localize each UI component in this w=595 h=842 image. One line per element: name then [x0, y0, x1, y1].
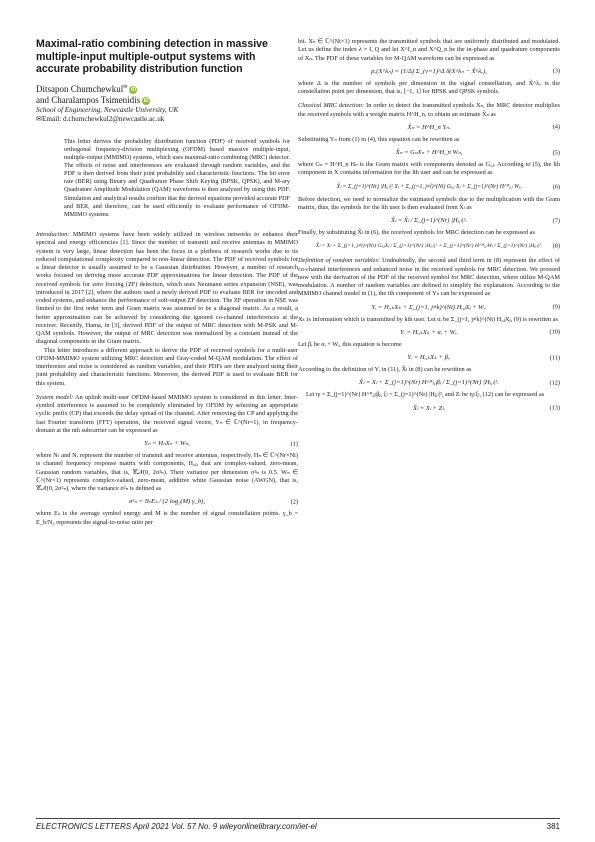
section-head-mrc: Classical MRC detection:: [298, 102, 365, 110]
authors: [36, 82, 298, 106]
mrc-paragraph: In order to detect the transmitted symbols Xₙ, the MRC detector multiplies the received symbols with a weight matrix H^H_n, to obtain an estimate X̂ₙ as: [298, 102, 560, 118]
right-paragraph-4: where Gₙ = H^H_n Hₙ is the Gram matrix with components denoted as Gᵢ,ⱼ. According to (5), the lth component in X contains information for the lth user and can be expressed as: [298, 161, 560, 177]
equation-11: Yᵢ = Hᵢ,ₖXₖ + βᵢ. (11): [407, 354, 560, 361]
equation-7: X̌ₗ = X̂ₗ / Σ_(j=1)^(Nr) |Hⱼ,ₗ|². (7): [391, 217, 560, 224]
orcid-icon[interactable]: iD: [130, 86, 136, 93]
page-number: 381: [546, 822, 560, 831]
abstract: This letter derives the probability distribution function (PDF) of received symbols for orthogonal frequency-division multiplexing (OFDM) based massive multiple-input, multiple-output (MMIMO) systems, which uses maximal-ratio combining (MRC) detector. The effects of noise and interferences are evaluated through random variables, and the PDF is then derived from their joint probability and characteristic functions. The bit error rate (BER) using Binary and Quadrature Phase Shift Keying (BPSK, QPSK), and M-ary Quadrature Amplitude Modulation (QAM) waveforms is then analyzed by using this PDF. Simulation and analytical results confirm that the derived equations provided accurate PDF and BER, and therefore, can be used efficiently to evaluate performance of OFDM-MMIMO systems.: [64, 137, 290, 218]
corresponding-mark: ✉: [123, 84, 128, 90]
right-paragraph-1: bit. Xₙ ∈ ℂ^(Nt×1) represents the transmitted symbols that are uniformly distributed and modulated. Let us define the index λ = I, Q and let X^I_n and X^Q_n be the in-phase and quadrature components of Xₙ. The PDF of these variables for M-QAM waveform can be expressed as: [298, 38, 560, 62]
right-paragraph-9: According to the definition of Yᵢ in (11), X̌ₗ in (8) can be rewritten as: [298, 366, 472, 373]
system-model-paragraph: An uplink multi-user OFDM-based MMIMO system is considered in this letter. Inter-symbol interference is assumed to be completely eliminated by OFDM by selecting an appropriate cyclic prefix (CP) that exceeds the delay spread of the channel. After removing the CP and applying the fast Fourier transform (FFT) operation, the received signal vector, Yₙ ∈ ℂ^(Nr×1), in frequency-domain at the nth subcarrier can be expressed as: [36, 393, 299, 434]
journal-info[interactable]: ELECTRONICS LETTERS April 2021 Vol. 57 No. 9 wileyonlinelibrary.com/iet-el: [36, 822, 317, 831]
equation-3: pₓ(X^λₙ) = (1/Δ) Σ_(v=1)^Δ δ(X^λₙ − X̃^λᵥ), (3): [371, 67, 560, 75]
right-paragraph-6: Finally, by substituting X̂ₗ in (6), the received symbols for MRC detection can be expressed as: [298, 229, 535, 236]
right-paragraph-5: Before detection, we need to normalize the estimated symbols due to the multiplication with the Gram matrix, thus, the symbols for the lth user is then evaluated from X̂ₗ as: [298, 195, 560, 211]
equation-13: X̌ₗ = Xₗ + Zₗ. (13): [412, 404, 560, 412]
equation-8: X̌ₗ = Xₗ + Σ_(j=1, j≠l)^(Nt) Gₗ,ⱼXⱼ / Σ_(j=1)^(Nr) |Hⱼ,ₗ|² + Σ_(j=1)^(Nr) H^*ⱼ,ₗWⱼ / Σ_(j=1)^(Nr) |Hⱼ,ₗ|². (8): [315, 242, 560, 250]
page-footer: [36, 822, 560, 831]
right-paragraph-10: Let ηₗ = Σ_(j=1)^(Nr) H^*ⱼ,ₗβⱼ, ξₗ = Σ_(j=1)^(Nr) |Hⱼ,ₗ|², and Zₗ be ηₗ/ξₗ, (12) can be expressed as: [306, 391, 545, 399]
equation-12: X̌ₗ = Xₗ + Σ_(j=1)^(Nr) H^*ⱼ,ₗβⱼ / Σ_(j=1)^(Nr) |Hⱼ,ₗ|². (12): [359, 379, 560, 387]
equation-10: Yᵢ = Hᵢ,ₖXₖ + αᵢ + Wᵢ. (10): [400, 328, 560, 336]
right-paragraph-7: Xₖ is information which is transmitted by kth user. Let αᵢ be Σ_(j=1, j≠k)^(Nt) Hᵢ,ⱼXⱼ, (9) is rewritten as: [298, 315, 558, 323]
affiliation: School of Engineering, Newcastle University, UK: [36, 105, 179, 114]
equation-9: Yᵢ = Hᵢ,ₖXₖ + Σ_(j=1, j≠k)^(Nt) Hᵢ,ⱼXⱼ + Wᵢ. (9): [371, 303, 560, 311]
equation-5: X̂ₙ = GₙXₙ + H^H_n Wₙ, (5): [395, 149, 560, 156]
random-variables-paragraph: Undoubtedly, the second and third term in (8) represent the effect of co-channel interferences and enhanced noise in the received symbols for MRC detection. We proceed now with the derivation of the PDF of the received symbol for MRC detection, where utilize M-QAM modulation. A number of random variables are defined to simplify the explanation. According to the MMIMO channel model in (1), the ith component of Yₙ can be expressed as: [298, 257, 560, 298]
section-head-introduction: Introduction:: [36, 231, 70, 239]
intro-paragraph-2: This letter introduces a different approach to derive the PDF of received symbols for a multi-user OFDM-MMIMO system utilizing MRC detection and Gray-coded M-QAM modulation. The effect of interference and noise is considered as random variables, and their PDFs are then analyzed using their joint probability and characteristic functions. Moreover, the derived PDF is used to evaluate BER for this system.: [36, 346, 298, 387]
author-1: Ditsapon Chumchewkul: [36, 83, 124, 94]
left-column: [36, 38, 298, 527]
after-eq1-paragraph: where Nₜ and Nᵣ represent the number of transmit and receive antennas, respectively. Hₙ ∈ ℂ^(Nr×Nt) is channel frequency response matrix with components, Hᵢ,ⱼ, that are complex-valued, zero-mean, Gaussian random variables, that is, 𝒞𝒩(0, 2σ²ₕ). Their variance per dimension σ²ₕ is 0.5. Wₙ ∈ ℂ^(Nr×1) represents complex-valued, zero-mean, additive white Gaussian noise (AWGN), that is, 𝒞𝒩(0, 2σ²ₙ), where the variance σ²ₙ is defined as: [36, 452, 298, 493]
equation-6: X̂ₗ = Σ_(j=1)^(Nr) |Hⱼ,ₗ|² Xₗ + Σ_(j=1, j≠l)^(Nt) Gₗ,ⱼ Xⱼ + Σ_(j=1)^(Nr) H^*ⱼ,ₗ Wⱼ. (6): [336, 183, 560, 190]
paper-title: Maximal-ratio combining detection in massive multiple-input multiple-output systems with accurate probability distribution function: [36, 38, 268, 75]
section-head-system-model: System model:: [36, 393, 74, 401]
right-paragraph-2: where Δ is the number of symbols per dimension in the signal constellation, and X̃^λᵥ is the constellation point per dimension, that is, [−1, 1] for BPSK and QPSK symbols.: [298, 79, 560, 95]
left-body: [36, 231, 298, 527]
intro-paragraph: MMIMO systems have been widely utilized in wireless networks to enhance their spectral and energy efficiencies [1]. Since the number of transmit and receive antennas in MMIMO system is very large, linear detection has been the focus in a plethora of research works due to its reduced computational complexity compared to non-linear detection. The PDF of received symbols for a linear detector is usually assumed to be a Gaussian distribution. However, a number of research works focused on deriving more accurate PDF approximations for linear detection. The PDF of the received symbols for zero forcing (ZF) detection, which uses Neumann series expansion (NSE), was introduced in 2017 [2], where the authors used a newly derived PDF to evaluate BER for uncoded and coded systems, and enhance the performance of soft-output ZF detection. The ZF operation in NSE was limited to the first order term and Gram matrix was assumed to be a diagonal matrix. As a result, a better approximation can be achieved by considering the ignored co-channel interferences at the receiver. Recently, Hama, in [3], derived PDF of the output of MRC detection with M-PSK and M-QAM symbols. However, the output of MRC detection was normalized by a constant instead of the diagonal components in the Gram matrix.: [36, 231, 298, 346]
equation-1: Yₙ = HₙXₙ + Wₙ, (1): [144, 440, 298, 448]
author-2: and Charalampos Tsimenidis: [36, 94, 141, 105]
equation-4: X̂ₙ = H^H_n Yₙ. (4): [407, 123, 560, 131]
email[interactable]: ✉Email: d.chumchewkul2@newcastle.ac.uk: [36, 114, 165, 123]
after-eq2-paragraph: where Eₛ is the average symbol energy and M is the number of signal constellation points. γ_b = E_b/N₀ represents the signal-to-noise ratio per: [36, 510, 298, 526]
footer-rule: [36, 818, 560, 819]
right-paragraph-8: Let βᵢ be αᵢ + Wᵢ, this equation is become: [298, 340, 402, 348]
equation-2: σ²ₙ = NₜEₛ / (2 log₂(M) γ_b), (2): [129, 498, 298, 506]
right-column: [298, 38, 560, 417]
orcid-icon[interactable]: iD: [143, 97, 149, 104]
right-paragraph-3: Substituting Yₙ from (1) in (4), this equation can be rewritten as: [298, 135, 460, 143]
section-head-random-variables: Definition of random variables:: [298, 257, 380, 265]
